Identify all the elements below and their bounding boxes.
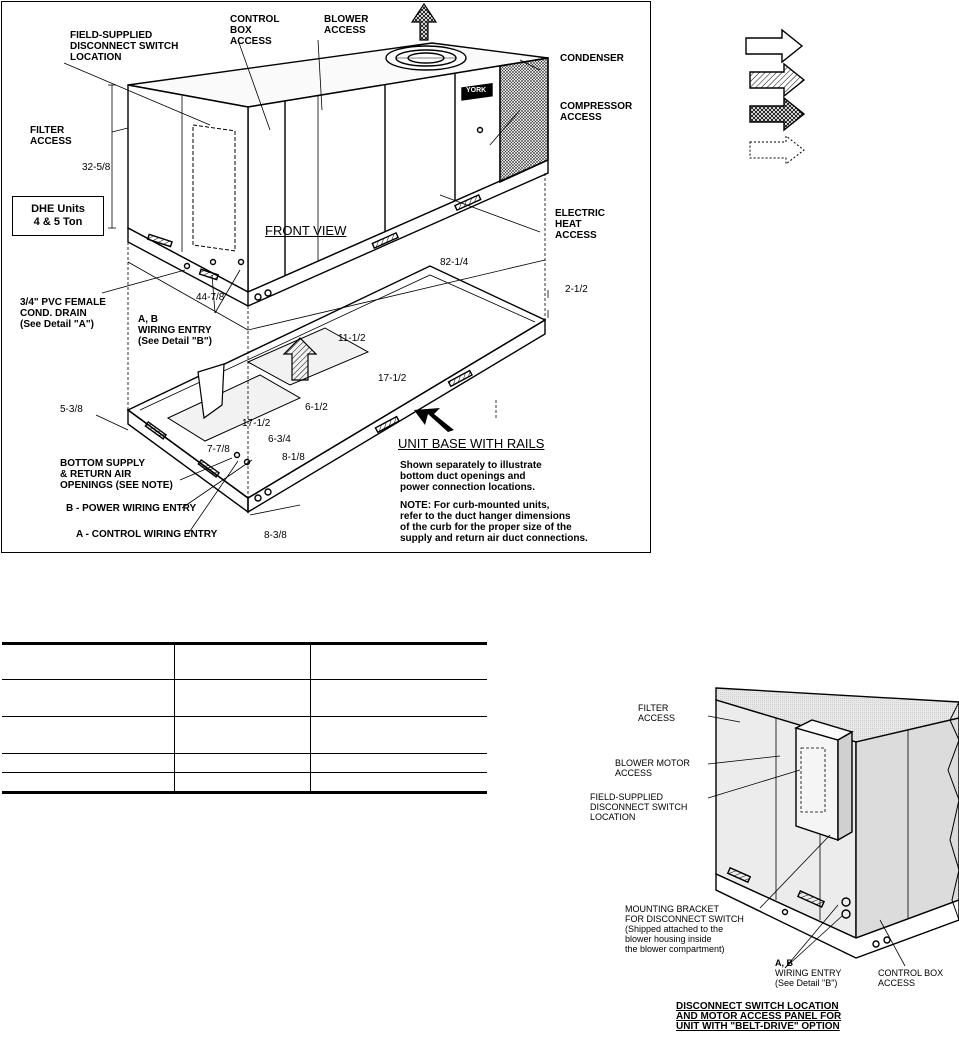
label-control-wiring: A - CONTROL WIRING ENTRY: [76, 529, 218, 540]
label-note: NOTE: For curb-mounted units, refer to the duct hanger dimensions of the curb for the proper size of the supply and return air duct connections.: [400, 500, 588, 544]
detail-label-field-supplied: FIELD-SUPPLIED DISCONNECT SWITCH LOCATION: [590, 792, 688, 822]
label-control-box-access: CONTROL BOX ACCESS: [230, 14, 280, 47]
detail-label-blower-motor-access: BLOWER MOTOR ACCESS: [615, 758, 690, 778]
label-unit-base-desc: Shown separately to illustrate bottom duct openings and power connection locations.: [400, 460, 542, 493]
detail-label-mounting-bracket: MOUNTING BRACKET FOR DISCONNECT SWITCH (Shipped attached to the blower housing inside the blower compartment): [625, 904, 744, 954]
dim-rail: 2-1/2: [565, 284, 588, 295]
legend-hatched-arrow: [750, 64, 804, 96]
label-front-view: FRONT VIEW: [265, 223, 347, 238]
dim-17-1-2-b: 17-1/2: [242, 418, 271, 429]
legend-dotted-arrow: [750, 136, 804, 164]
detail-label-wiring-entry: A, B WIRING ENTRY (See Detail "B"): [775, 958, 842, 988]
spec-table: [2, 642, 487, 794]
dim-8-1-8: 8-1/8: [282, 452, 305, 463]
label-bottom-supply: BOTTOM SUPPLY & RETURN AIR OPENINGS (SEE NOTE): [60, 458, 173, 491]
dim-height: 32-5/8: [82, 162, 111, 173]
table-row: [2, 754, 487, 773]
detail-unit: [708, 688, 959, 968]
table-row: [2, 644, 487, 680]
legend-open-arrow: [746, 30, 802, 62]
label-unit-base-title: UNIT BASE WITH RAILS: [398, 436, 545, 451]
table-row: [2, 773, 487, 793]
label-pvc-drain: 3/4" PVC FEMALE COND. DRAIN (See Detail "A"): [20, 297, 106, 330]
dim-5-3-8: 5-3/8: [60, 404, 83, 415]
dim-6-1-2: 6-1/2: [305, 402, 328, 413]
label-electric-heat-access: ELECTRIC HEAT ACCESS: [555, 208, 605, 241]
label-condenser: CONDENSER: [560, 53, 624, 64]
legend: [746, 30, 804, 164]
detail-label-control-box-access: CONTROL BOX ACCESS: [878, 968, 944, 988]
base-pointer-arrow: [414, 408, 454, 432]
detail-caption: DISCONNECT SWITCH LOCATION AND MOTOR ACCESS PANEL FOR UNIT WITH "BELT-DRIVE" OPTION: [676, 1001, 842, 1032]
table-row: [2, 717, 487, 754]
dim-6-3-4: 6-3/4: [268, 434, 291, 445]
table-row: [2, 680, 487, 717]
detail-label-filter-access: FILTER ACCESS: [638, 703, 676, 723]
label-field-supplied-disconnect: FIELD-SUPPLIED DISCONNECT SWITCH LOCATION: [70, 30, 179, 63]
dim-11-1-2: 11-1/2: [338, 333, 366, 344]
label-compressor-access: COMPRESSOR ACCESS: [560, 101, 633, 123]
dim-8-3-8: 8-3/8: [264, 530, 287, 541]
legend-crosshatched-arrow: [750, 98, 804, 130]
dim-length: 82-1/4: [440, 257, 469, 268]
york-badge: YORK: [466, 87, 487, 94]
dim-17-1-2-a: 17-1/2: [378, 373, 407, 384]
label-power-wiring: B - POWER WIRING ENTRY: [66, 503, 197, 514]
label-filter-access: FILTER ACCESS: [30, 125, 72, 147]
label-blower-access: BLOWER ACCESS: [324, 14, 369, 36]
label-wiring-entry: A, B WIRING ENTRY (See Detail "B"): [138, 314, 212, 347]
dim-depth: 44-7/8: [196, 292, 225, 303]
exhaust-arrow: [412, 4, 436, 40]
dim-7-7-8: 7-7/8: [207, 444, 230, 455]
dhe-units-box: DHE Units 4 & 5 Ton: [12, 196, 104, 236]
rooftop-unit: [128, 43, 548, 306]
